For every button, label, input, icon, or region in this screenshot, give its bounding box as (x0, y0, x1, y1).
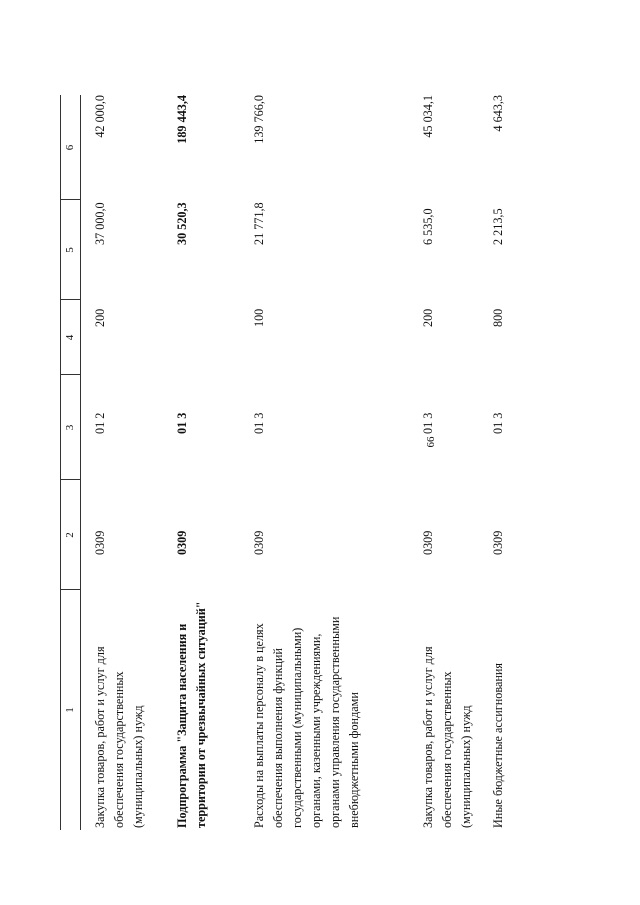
column-header: 1 (64, 707, 76, 713)
table-top-rule (60, 95, 61, 830)
page-number: 66 (425, 436, 437, 448)
row-type: 200 (421, 308, 435, 327)
row-section: 01 3 (421, 412, 435, 434)
row-code: 0309 (93, 530, 107, 555)
row-value-6: 4 643,3 (491, 95, 505, 132)
row-value-5: 30 520,3 (175, 202, 189, 245)
row-name: Закупка товаров, работ и услуг для обеспечения государственных (муниципальных) нужд (421, 646, 473, 828)
row-code: 0309 (252, 530, 266, 555)
row-value-5: 21 771,8 (252, 202, 266, 245)
row-value-6: 189 443,4 (175, 95, 189, 144)
column-header: 4 (64, 334, 76, 341)
row-name: Расходы на выплаты персоналу в целях обеспечения выполнения функций государственными (муниципальными) органами, казенными учреждениями, органами управления государственными внебюджетными фондами (252, 616, 361, 828)
column-header: 5 (64, 247, 76, 253)
row-code: 0309 (491, 530, 505, 555)
row-type: 100 (252, 308, 266, 327)
column-header: 3 (64, 424, 76, 431)
row-value-5: 6 535,0 (421, 208, 435, 245)
row-value-5: 37 000,0 (93, 202, 107, 245)
row-name: Подпрограмма "Защита населения и территории от чрезвычайных ситуаций" (175, 601, 208, 828)
row-section: 01 3 (175, 412, 189, 434)
row-value-6: 45 034,1 (421, 95, 435, 138)
budget-table (58, 95, 588, 830)
row-code: 0309 (175, 530, 189, 555)
column-header: 6 (64, 144, 76, 151)
row-value-6: 139 766,0 (252, 95, 266, 144)
row-name: Закупка товаров, работ и услуг для обеспечения государственных (муниципальных) нужд (93, 646, 145, 828)
row-type: 800 (491, 308, 505, 327)
row-value-6: 42 000,0 (93, 95, 107, 138)
column-header: 2 (64, 532, 76, 538)
row-type: 200 (93, 308, 107, 327)
row-name: Иные бюджетные ассигнования (491, 662, 505, 828)
row-section: 01 3 (252, 412, 266, 434)
header-bottom-rule (80, 95, 81, 830)
row-section: 01 3 (491, 412, 505, 434)
row-section: 01 2 (93, 412, 107, 434)
row-code: 0309 (421, 530, 435, 555)
row-value-5: 2 213,5 (491, 208, 505, 245)
